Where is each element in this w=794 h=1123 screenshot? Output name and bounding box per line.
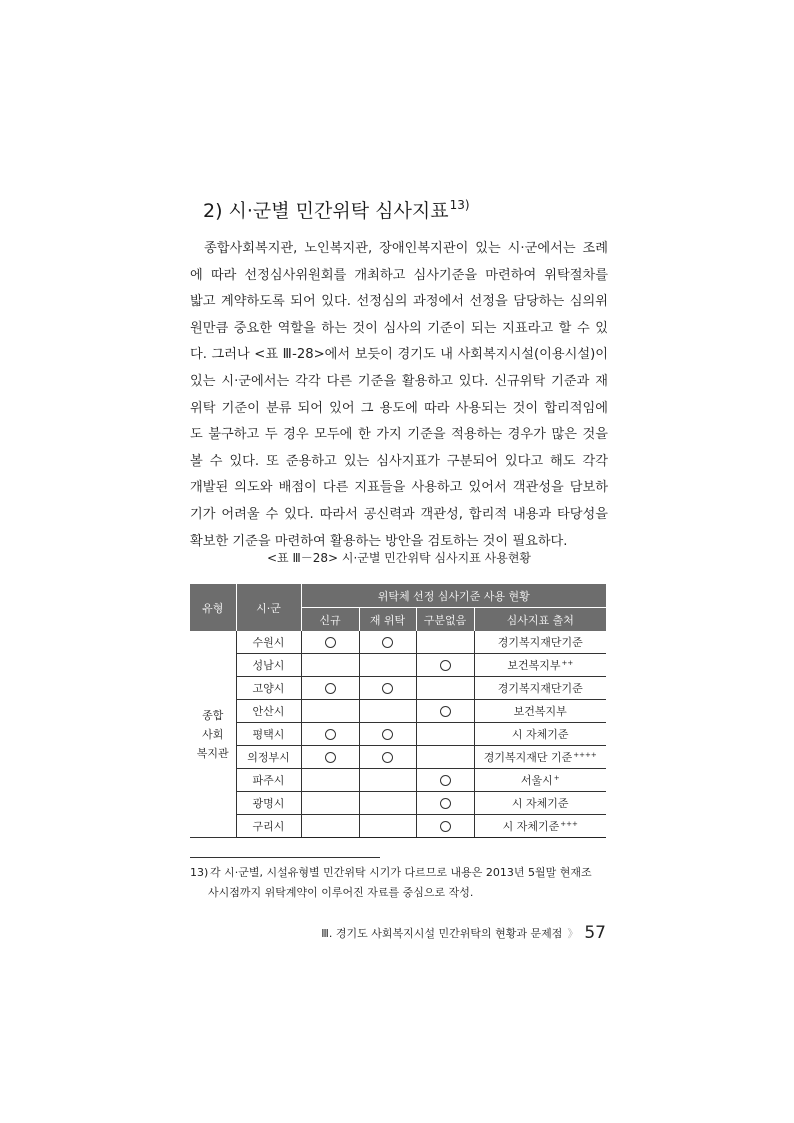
- footnote-line-2: 사시점까지 위탁계약이 이루어진 자료를 중심으로 작성.: [208, 886, 474, 899]
- source-cell: [474, 769, 606, 792]
- source-mark: +: [553, 774, 560, 782]
- table-row: [190, 677, 606, 700]
- new-cell: [301, 677, 359, 700]
- body-line: 있는 시·군에서는 각각 다른 기준을 활용하고 있다. 신규위탁 기준과 재: [190, 373, 608, 389]
- source-text: 보건복지부: [507, 659, 561, 672]
- city-cell: 평택시: [236, 723, 301, 746]
- page-footer: [321, 923, 606, 943]
- none-cell: [416, 631, 474, 654]
- page-number: 57: [584, 923, 606, 943]
- table-row: [190, 723, 606, 746]
- type-cell: [190, 631, 236, 838]
- source-text: 경기복지재단기준: [497, 636, 583, 649]
- section-heading-text: 2) 시·군별 민간위탁 심사지표: [203, 200, 449, 222]
- header-type: 유형: [190, 584, 236, 631]
- table-row: [190, 654, 606, 677]
- renew-cell: [359, 654, 416, 677]
- source-cell: [474, 677, 606, 700]
- city-cell: 고양시: [236, 677, 301, 700]
- new-cell: [301, 815, 359, 838]
- renew-cell: [359, 700, 416, 723]
- table-row: [190, 815, 606, 838]
- circle-mark-icon: [382, 637, 393, 648]
- new-cell: [301, 792, 359, 815]
- footnote-line-1: 각 시·군별, 시설유형별 민간위탁 시기가 다르므로 내용은 2013년 5월말 현재조: [210, 866, 592, 879]
- city-cell: 성남시: [236, 654, 301, 677]
- source-text: 보건복지부: [513, 705, 567, 718]
- chevron-right-icon: 》: [567, 927, 576, 940]
- new-cell: [301, 723, 359, 746]
- header-new: 신규: [301, 608, 359, 632]
- source-cell: [474, 746, 606, 769]
- renew-cell: [359, 746, 416, 769]
- circle-mark-icon: [382, 683, 393, 694]
- source-mark: ++++: [573, 751, 597, 759]
- source-cell: [474, 631, 606, 654]
- new-cell: [301, 769, 359, 792]
- new-cell: [301, 654, 359, 677]
- circle-mark-icon: [325, 752, 336, 763]
- table-body: [190, 631, 606, 838]
- city-cell: 수원시: [236, 631, 301, 654]
- body-line: 볼 수 있다. 또 준용하고 있는 심사지표가 구분되어 있다고 해도 각각: [190, 453, 608, 469]
- source-cell: [474, 815, 606, 838]
- source-text: 시 자체기준: [511, 728, 569, 741]
- circle-mark-icon: [440, 821, 451, 832]
- none-cell: [416, 746, 474, 769]
- section-heading: [203, 196, 470, 223]
- renew-cell: [359, 815, 416, 838]
- circle-mark-icon: [440, 798, 451, 809]
- source-text: 시 자체기준: [502, 820, 560, 833]
- none-cell: [416, 792, 474, 815]
- none-cell: [416, 700, 474, 723]
- renew-cell: [359, 631, 416, 654]
- body-line: 원만큼 중요한 역할을 하는 것이 심사의 기준이 되는 지표라고 할 수 있: [190, 320, 608, 336]
- header-source: 심사지표 출처: [474, 608, 606, 632]
- table-row: [190, 700, 606, 723]
- body-line: 확보한 기준을 마련하여 활용하는 방안을 검토하는 것이 필요하다.: [190, 533, 568, 549]
- source-text: 시 자체기준: [511, 797, 569, 810]
- circle-mark-icon: [325, 683, 336, 694]
- body-line: 다. 그러나 <표 Ⅲ-28>에서 보듯이 경기도 내 사회복지시설(이용시설)이: [190, 347, 608, 363]
- body-paragraph: [190, 236, 608, 555]
- none-cell: [416, 677, 474, 700]
- circle-mark-icon: [440, 706, 451, 717]
- renew-cell: [359, 792, 416, 815]
- none-cell: [416, 723, 474, 746]
- source-mark: ++: [561, 659, 574, 667]
- usage-table: [190, 584, 606, 838]
- footnote-divider: [190, 857, 380, 858]
- source-cell: [474, 700, 606, 723]
- table-row: [190, 746, 606, 769]
- circle-mark-icon: [440, 660, 451, 671]
- body-line: 에 따라 선정심사위원회를 개최하고 심사기준을 마련하여 위탁절차를: [190, 267, 608, 283]
- footnote: [190, 863, 610, 903]
- none-cell: [416, 654, 474, 677]
- footer-chapter: Ⅲ. 경기도 사회복지시설 민간위탁의 현황과 문제점: [321, 927, 563, 940]
- header-renew: 재 위탁: [359, 608, 416, 632]
- city-cell: 구리시: [236, 815, 301, 838]
- city-cell: 파주시: [236, 769, 301, 792]
- table-row: [190, 792, 606, 815]
- none-cell: [416, 815, 474, 838]
- new-cell: [301, 700, 359, 723]
- table-row: [190, 769, 606, 792]
- body-line: 기가 어려울 수 있다. 따라서 공신력과 객관성, 합리적 내용과 타당성을: [190, 506, 608, 522]
- heading-footnote-ref: 13): [449, 198, 470, 212]
- renew-cell: [359, 723, 416, 746]
- renew-cell: [359, 677, 416, 700]
- source-text: 경기복지재단 기준: [483, 751, 573, 764]
- table-row: [190, 631, 606, 654]
- new-cell: [301, 631, 359, 654]
- source-text: 서울시: [520, 774, 553, 787]
- circle-mark-icon: [382, 729, 393, 740]
- circle-mark-icon: [325, 637, 336, 648]
- type-label-line: 복지관: [196, 746, 229, 760]
- body-line: 개발된 의도와 배점이 다른 지표들을 사용하고 있어서 객관성을 담보하: [190, 480, 608, 496]
- body-line: 종합사회복지관, 노인복지관, 장애인복지관이 있는 시·군에서는 조례: [204, 241, 608, 256]
- none-cell: [416, 769, 474, 792]
- header-none: 구분없음: [416, 608, 474, 632]
- city-cell: 광명시: [236, 792, 301, 815]
- source-cell: [474, 792, 606, 815]
- body-line: 밟고 계약하도록 되어 있다. 선정심의 과정에서 선정을 담당하는 심의위: [190, 294, 608, 310]
- footnote-number: 13): [190, 866, 209, 879]
- city-cell: 안산시: [236, 700, 301, 723]
- source-cell: [474, 654, 606, 677]
- new-cell: [301, 746, 359, 769]
- header-group: 위탁체 선정 심사기준 사용 현황: [301, 584, 606, 608]
- source-text: 경기복지재단기준: [497, 682, 583, 695]
- type-label-line: 종합: [202, 708, 224, 722]
- table-caption: <표 Ⅲ－28> 시·군별 민간위탁 심사지표 사용현황: [266, 551, 531, 565]
- body-line: 도 불구하고 두 경우 모두에 한 가지 기준을 적용하는 경우가 많은 것을: [190, 427, 608, 443]
- city-cell: 의정부시: [236, 746, 301, 769]
- source-mark: +++: [560, 820, 578, 828]
- circle-mark-icon: [440, 775, 451, 786]
- header-city: 시·군: [236, 584, 301, 631]
- type-label-line: 사회: [202, 727, 224, 741]
- renew-cell: [359, 769, 416, 792]
- circle-mark-icon: [325, 729, 336, 740]
- source-cell: [474, 723, 606, 746]
- circle-mark-icon: [382, 752, 393, 763]
- body-line: 위탁 기준이 분류 되어 있어 그 용도에 따라 사용되는 것이 합리적임에: [190, 400, 608, 416]
